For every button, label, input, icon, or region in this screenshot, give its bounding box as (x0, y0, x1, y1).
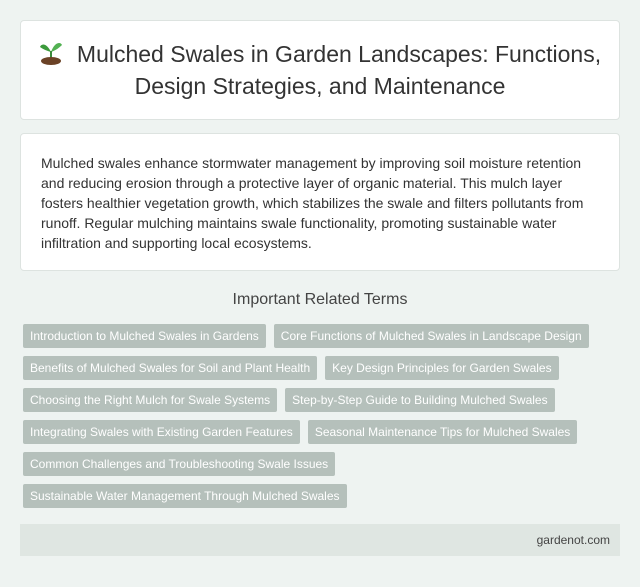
related-terms-list (23, 324, 623, 516)
term-row (23, 420, 623, 444)
footer-site-link[interactable]: gardenot.com (536, 533, 610, 547)
term-tag[interactable]: Common Challenges and Troubleshooting Swale Issues (23, 452, 335, 476)
term-tag[interactable]: Introduction to Mulched Swales in Gardens (23, 324, 266, 348)
term-tag[interactable]: Integrating Swales with Existing Garden Features (23, 420, 300, 444)
sprout-icon (39, 39, 63, 65)
term-row (23, 452, 623, 476)
term-row (23, 324, 623, 348)
term-tag[interactable]: Key Design Principles for Garden Swales (325, 356, 558, 380)
term-row (23, 356, 623, 380)
term-tag[interactable]: Sustainable Water Management Through Mulched Swales (23, 484, 347, 508)
term-row (23, 388, 623, 412)
term-row (23, 484, 623, 508)
term-tag[interactable]: Core Functions of Mulched Swales in Landscape Design (274, 324, 589, 348)
page-title (21, 38, 619, 102)
title-card (20, 20, 620, 120)
related-terms-heading: Important Related Terms (232, 291, 408, 308)
term-tag[interactable]: Choosing the Right Mulch for Swale Systems (23, 388, 277, 412)
term-tag[interactable]: Benefits of Mulched Swales for Soil and Plant Health (23, 356, 317, 380)
page-title-text: Mulched Swales in Garden Landscapes: Functions, Design Strategies, and Maintenance (76, 41, 602, 99)
term-tag[interactable]: Step-by-Step Guide to Building Mulched Swales (285, 388, 554, 412)
term-tag[interactable]: Seasonal Maintenance Tips for Mulched Swales (308, 420, 577, 444)
intro-text: Mulched swales enhance stormwater management by improving soil moisture retention and reducing erosion through a protective layer of organic material. This mulch layer fosters healthier vegetation growth, which stabilizes the swale and filters pollutants from runoff. Regular mulching maintains swale functionality, promoting sustainable water infiltration and supporting local ecosystems. (41, 155, 584, 251)
footer (20, 524, 620, 556)
intro-card (20, 133, 620, 271)
